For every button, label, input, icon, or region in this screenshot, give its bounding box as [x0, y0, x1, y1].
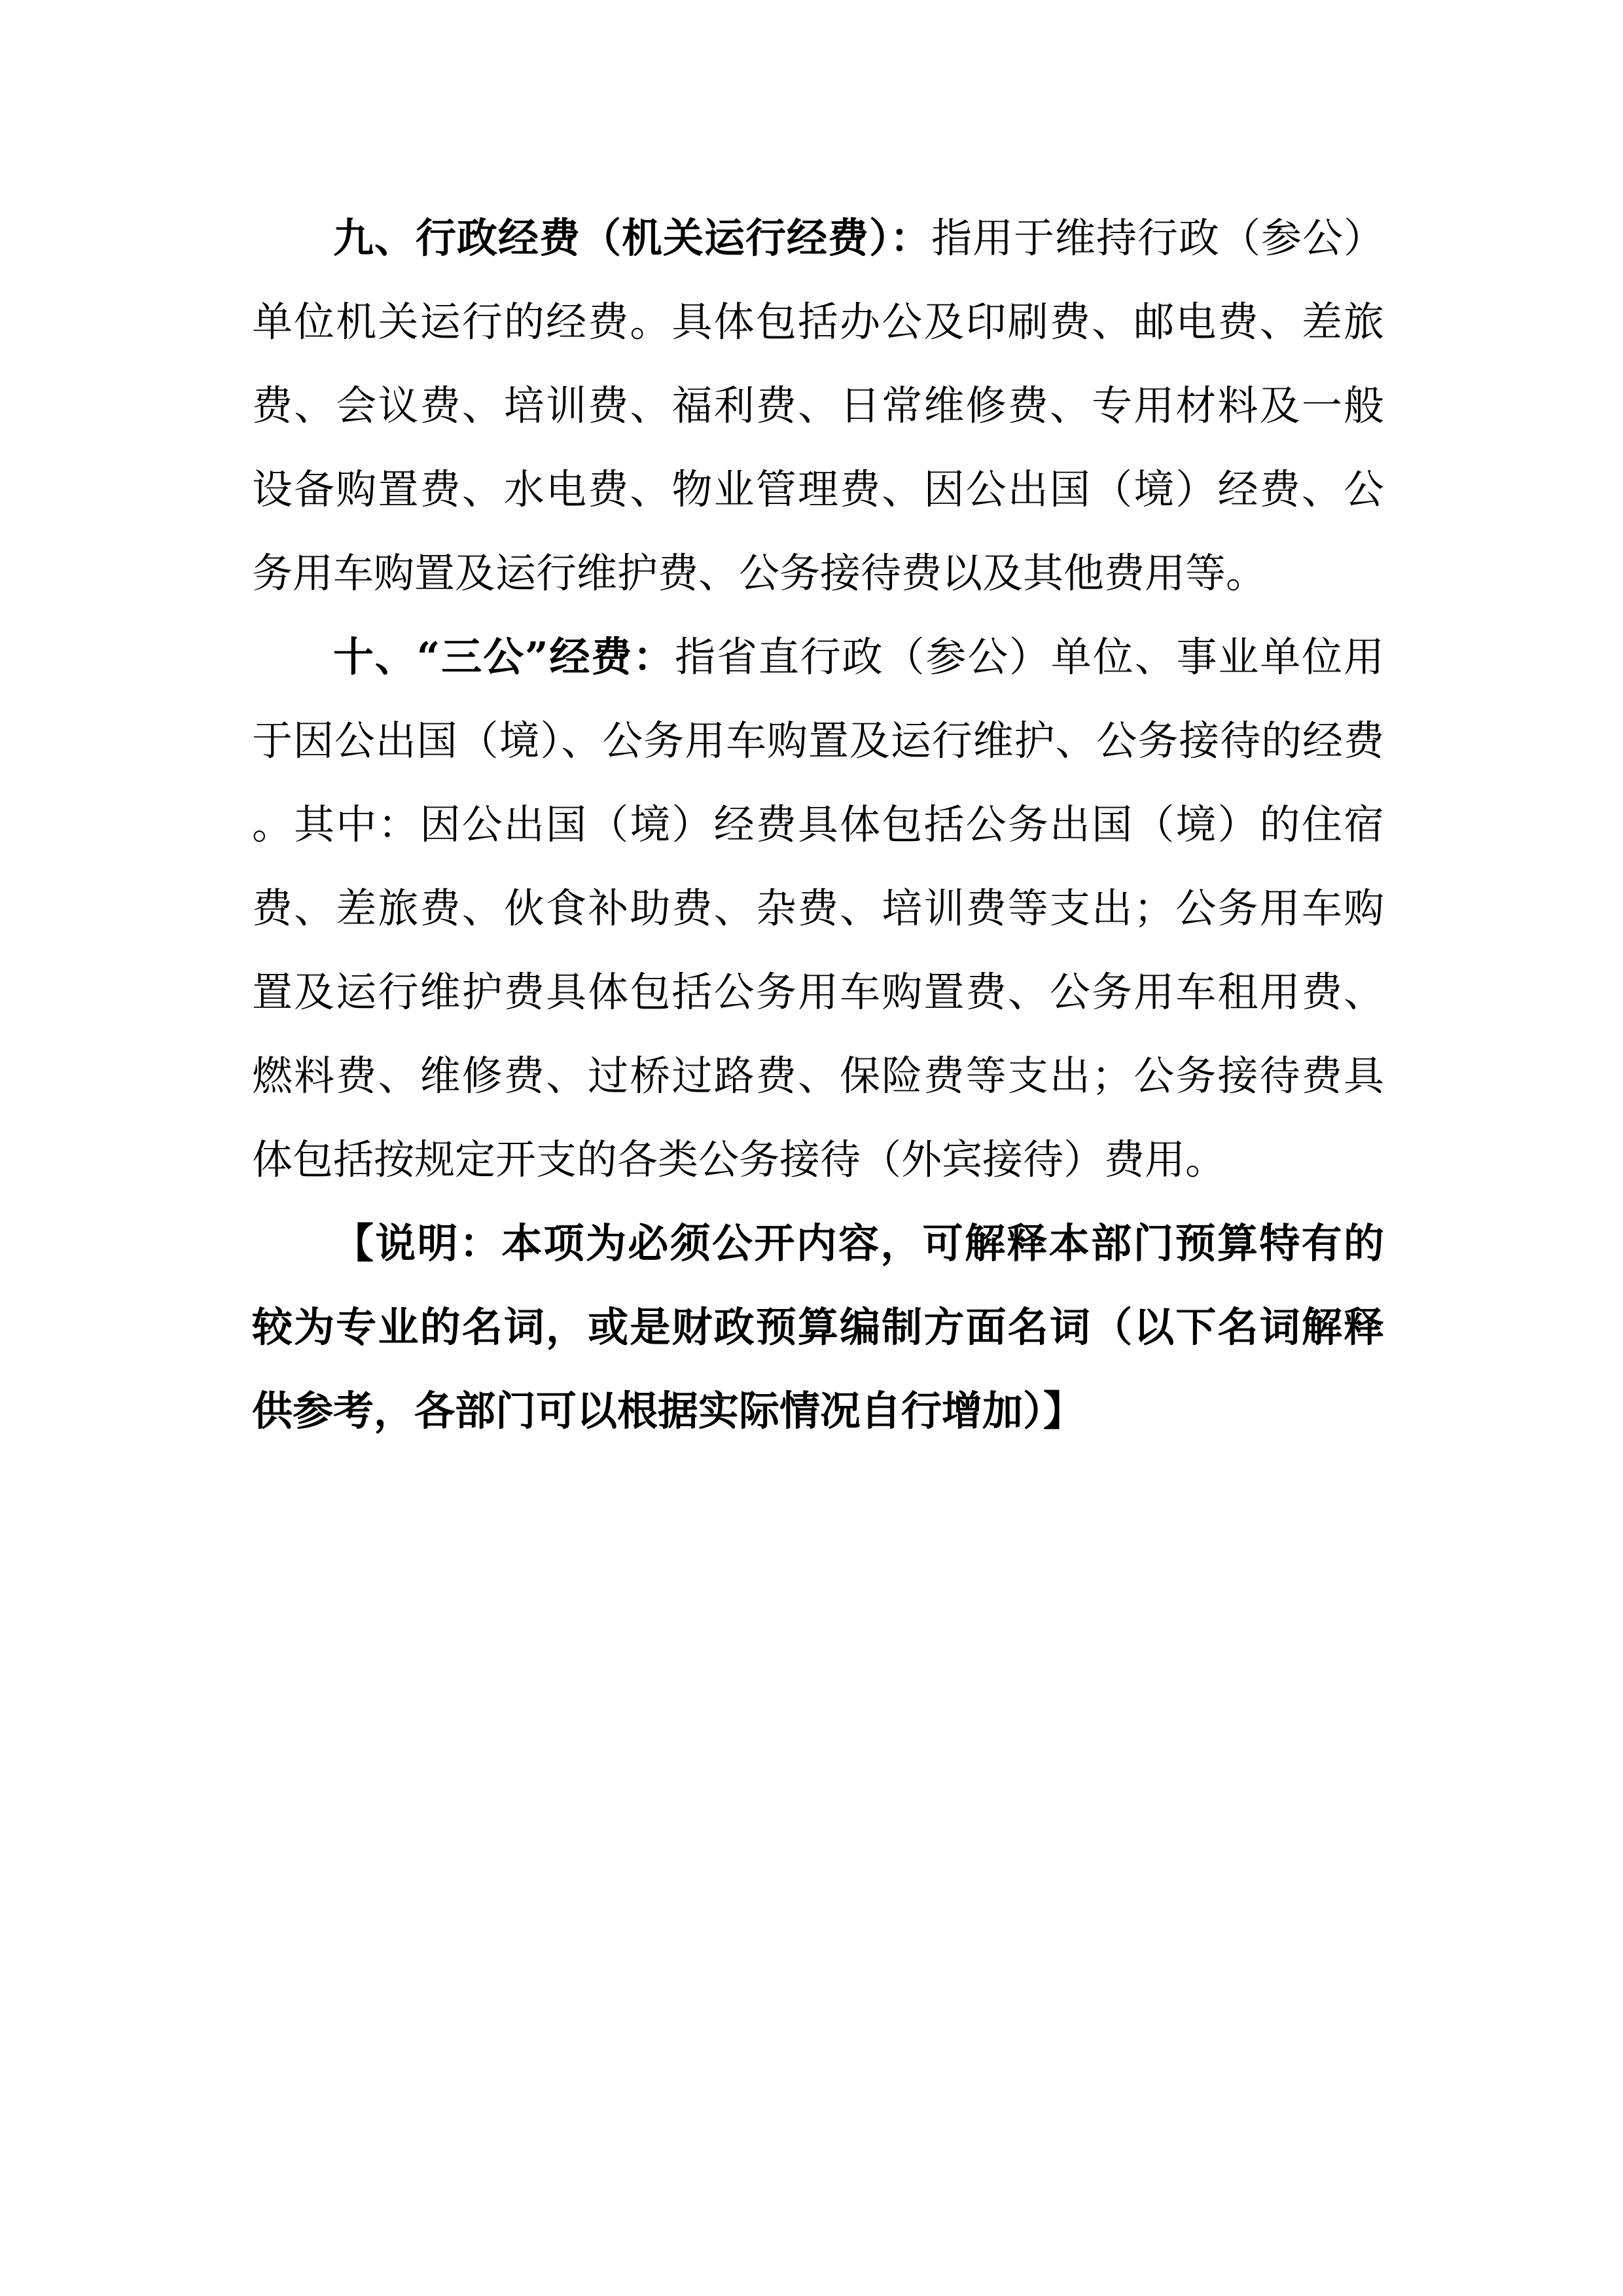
paragraph-body: 指省直行政（参公）单位、事业单位用于因公出国（境）、公务用车购置及运行维护、公务接待的经费。其中：因公出国（境）经费具体包括公务出国（境）的住宿费、差旅费、伙食补助费、杂费、培训费等支出；公务用车购置及运行维护费具体包括公务用车购置费、公务用车租用费、燃料费、维修费、过桥过路费、保险费等支出；公务接待费具体包括按规定开支的各类公务接待（外宾接待）费用。 [252, 633, 1384, 1183]
paragraph-admin-expenses [252, 196, 1384, 615]
paragraph-body: 指用于维持行政（参公）单位机关运行的经费。具体包括办公及印刷费、邮电费、差旅费、会议费、培训费、福利费、日常维修费、专用材料及一般设备购置费、水电费、物业管理费、因公出国（境）经费、公务用车购置及运行维护费、公务接待费以及其他费用等。 [252, 214, 1384, 597]
document-page [252, 196, 1384, 1453]
paragraph-heading: 九、行政经费（机关运行经费）： [333, 214, 931, 262]
paragraph-heading: 十、“三公”经费： [333, 633, 675, 681]
paragraph-three-public-expenses [252, 615, 1384, 1202]
explanation-note: 【说明：本项为必须公开内容，可解释本部门预算特有的较为专业的名词，或是财政预算编制方面名词（以下名词解释供参考，各部门可以根据实际情况自行增加）】 [252, 1219, 1384, 1435]
